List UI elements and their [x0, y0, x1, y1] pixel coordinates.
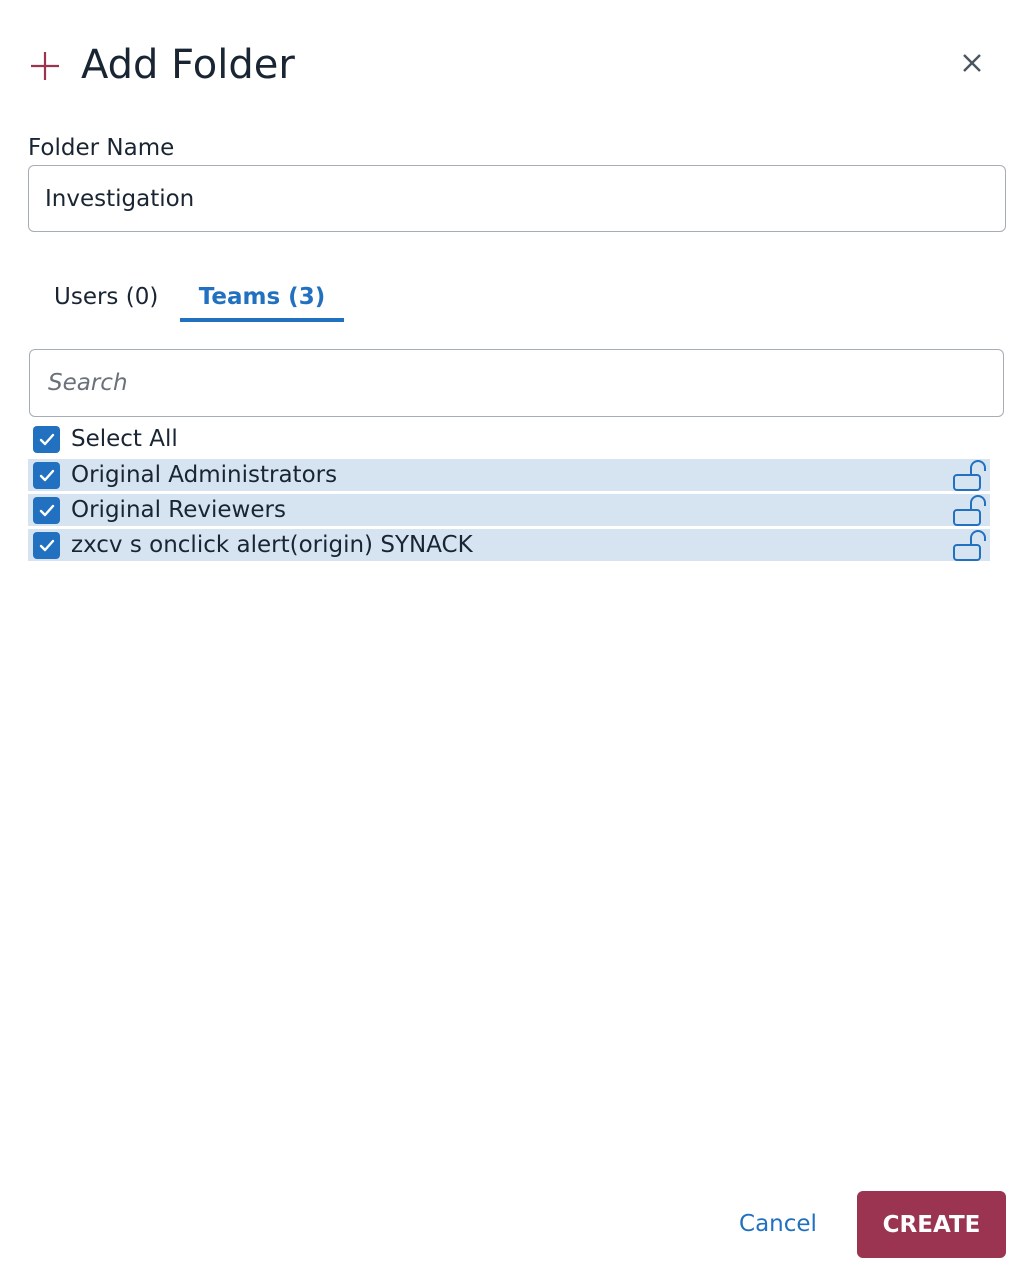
unlock-icon[interactable]: [952, 494, 988, 528]
checkmark-icon: [39, 504, 55, 518]
unlock-icon[interactable]: [952, 459, 988, 493]
close-button[interactable]: [954, 45, 990, 81]
plus-icon: [30, 51, 60, 81]
team-row[interactable]: [28, 529, 990, 561]
team-row[interactable]: [28, 459, 990, 491]
create-button[interactable]: CREATE: [857, 1191, 1006, 1258]
team-checkbox[interactable]: [33, 532, 60, 559]
folder-name-label: Folder Name: [28, 135, 175, 161]
team-checkbox[interactable]: [33, 497, 60, 524]
dialog-title: Add Folder: [81, 42, 295, 88]
checkmark-icon: [39, 539, 55, 553]
team-name: Original Reviewers: [71, 497, 286, 523]
checkmark-icon: [39, 433, 55, 447]
team-row[interactable]: [28, 494, 990, 526]
team-checkbox[interactable]: [33, 462, 60, 489]
tab-users[interactable]: Users (0): [54, 284, 159, 310]
close-icon: [962, 53, 982, 73]
cancel-button[interactable]: Cancel: [730, 1200, 826, 1248]
team-name: zxcv s onclick alert(origin) SYNACK: [71, 532, 473, 558]
team-name: Original Administrators: [71, 462, 338, 488]
select-all-checkbox[interactable]: [33, 426, 60, 453]
unlock-icon[interactable]: [952, 529, 988, 563]
search-input[interactable]: [29, 349, 1004, 417]
checkmark-icon: [39, 469, 55, 483]
tab-teams[interactable]: Teams (3): [180, 280, 344, 322]
select-all-label: Select All: [71, 426, 178, 452]
folder-name-input[interactable]: [28, 165, 1006, 232]
select-all-row[interactable]: [28, 423, 990, 455]
